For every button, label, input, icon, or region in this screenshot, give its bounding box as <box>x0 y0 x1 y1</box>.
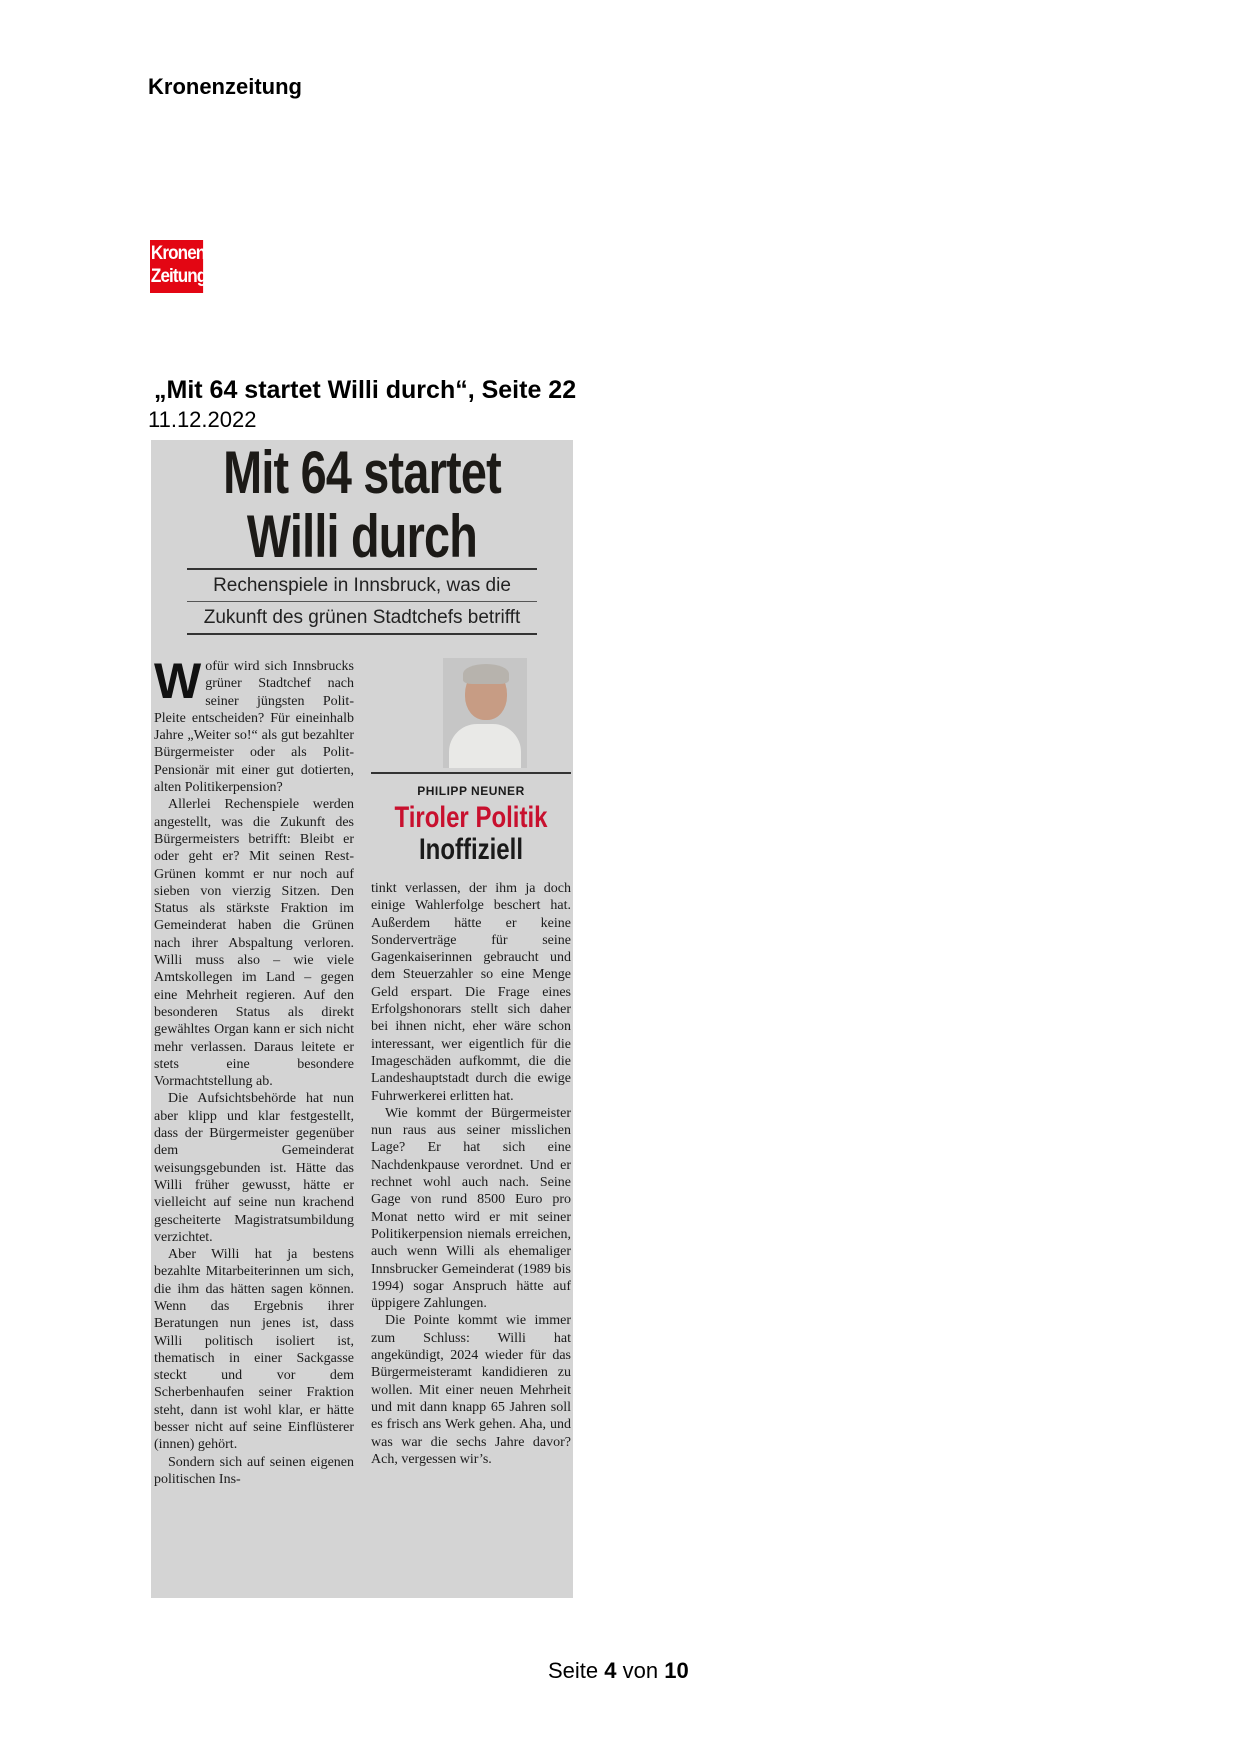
paragraph <box>154 658 354 796</box>
logo-line-2: Zeitung <box>150 266 207 287</box>
paragraph: tinkt verlassen, der ihm ja doch einige Wahlerfolge beschert hat. Außerdem hätte er keine Sonderverträge für seine Gagenkaiserinnen gebraucht und dem Steuerzahler so eine Menge Geld erspart. Die Frage eines Erfolgshonorars stellt sich daher bei ihnen nicht, eher wäre schon interessant, wer eigentlich für die Imageschäden aufkommt, die die Landeshauptstadt durch die ewige Fuhrwerkerei erlitten hat. <box>371 881 571 1104</box>
author-name: PHILIPP NEUNER <box>417 784 525 798</box>
paragraph: Wie kommt der Bürgermeister nun raus aus seiner misslichen Lage? Er hat sich eine Nachdenkpause verordnet. Und er rechnet wohl auch nach. Seine Gage von rund 8500 Euro pro Monat netto wird er mit seiner Politikerpension niemals erreichen, auch wenn Willi als ehemaliger Innsbrucker Gemeinderat (1989 bis 1994) sogar Anspruch hätte auf üppigere Zahlungen. <box>371 1105 571 1312</box>
source-name: Kronenzeitung <box>148 74 302 99</box>
divider <box>371 772 571 774</box>
paragraph-text: ofür wird sich Innsbrucks grüner Stadtchef nach seiner jüngsten Polit-Pleite entscheiden? Für eineinhalb Jahre „Weiter so!“ als gut bezahlter Bürgermeister oder als Polit-Pensionär mit einer gut dotierten, alten Politikerpension? <box>154 659 354 796</box>
article-column-left <box>154 658 354 1596</box>
page-total: 10 <box>664 1658 689 1683</box>
subline-1: Rechenspiele in Innsbruck, was die <box>187 570 537 602</box>
article-date: 11.12.2022 <box>148 407 257 432</box>
drop-cap: W <box>154 658 202 709</box>
kronen-zeitung-logo <box>150 240 207 293</box>
paragraph: Die Pointe kommt wie immer zum Schluss: Willi hat angekündigt, 2024 wieder für das Bürgermeisteramt kandidieren zu wollen. Mit einer neuen Mehrheit und mit dann knapp 65 Jahren soll es frisch ans Werk gehen. Aha, und was war die sechs Jahre davor? Ach, vergessen wir’s. <box>371 1313 571 1467</box>
logo-line-1: Kronen <box>150 243 206 264</box>
newspaper-clipping <box>151 440 573 1598</box>
author-box <box>371 650 571 876</box>
paragraph: Sondern sich auf seinen eigenen politischen Ins- <box>154 1454 354 1487</box>
article-column-right <box>371 880 571 1596</box>
page-current: 4 <box>604 1658 617 1683</box>
column-title: Tiroler Politik <box>394 801 548 834</box>
article-heading: „Mit 64 startet Willi durch“, Seite 22 <box>154 376 577 404</box>
clipping-headline-line-1: Mit 64 startet <box>223 440 501 506</box>
subline-2: Zukunft des grünen Stadtchefs betrifft <box>203 607 521 628</box>
page-number <box>548 1658 689 1684</box>
author-portrait <box>443 658 527 768</box>
column-subtitle: Inoffiziell <box>419 833 523 866</box>
paragraph: Die Aufsichtsbehörde hat nun aber klipp und klar festgestellt, dass der Bürgermeister gegenüber dem Gemeinderat weisungsgebunden ist. Hätte das Willi früher gewusst, hätte er vielleicht auf seine nun krachend gescheiterte Magistratsumbildung verzichtet. <box>154 1091 354 1245</box>
page-prefix: Seite <box>548 1658 599 1683</box>
paragraph: Aber Willi hat ja bestens bezahlte Mitarbeiterinnen um sich, die ihm das hätten sagen können. Wenn das Ergebnis ihrer Beratungen nun jenes ist, dass Willi politisch isoliert ist, thematisch in einer Sackgasse steckt und vor dem Scherbenhaufen seiner Fraktion steht, dann ist wohl klar, er hätte besser nicht auf seine Einflüsterer (innen) gehört. <box>154 1247 354 1453</box>
paragraph: Allerlei Rechenspiele werden angestellt, was die Zukunft des Bürgermeisters betrifft: Bleibt er oder geht er? Mit seinen Rest-Grünen kommt er nur noch auf sieben von vierzig Sitzen. Den Status als stärkste Fraktion im Gemeinderat haben die Grünen nach ihrer Abspaltung verloren. Willi muss also – wie viele Amtskollegen im Land – gegen eine Mehrheit regieren. Auf den besonderen Status als direkt gewähltes Organ kann er sich nicht mehr verlassen. Daraus leitete er stets eine besondere Vormachtstellung ab. <box>154 797 354 1090</box>
clipping-subheadline <box>187 568 537 635</box>
clipping-headline-line-2: Willi durch <box>246 503 478 570</box>
page-middle: von <box>622 1658 659 1683</box>
